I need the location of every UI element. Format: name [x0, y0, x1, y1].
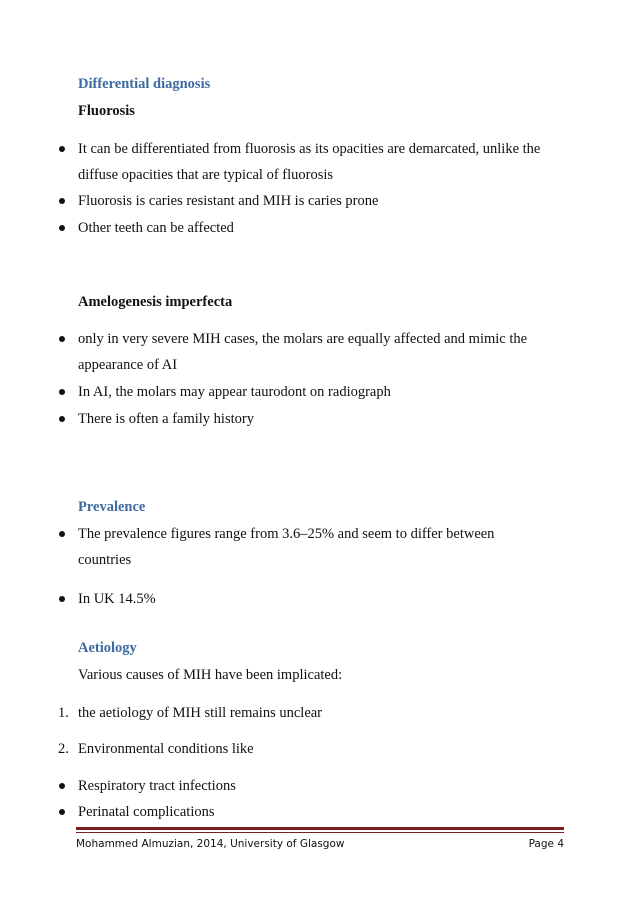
footer-rule-thick: [76, 827, 564, 830]
list-item-text: In AI, the molars may appear taurodont on radiograph: [78, 384, 391, 400]
footer-page-number: Page 4: [528, 838, 564, 850]
list-item-text: In UK 14.5%: [78, 591, 156, 607]
list-item-text: There is often a family history: [78, 411, 254, 427]
bullet-icon: [59, 389, 65, 395]
list-item-text: Other teeth can be affected: [78, 220, 234, 236]
bullet-icon: [59, 809, 65, 815]
bullet-icon: [59, 198, 65, 204]
list-item-continuation: appearance of AI: [78, 357, 178, 373]
bullet-icon: [59, 225, 65, 231]
footer-rule-thin: [76, 832, 564, 833]
footer-author: Mohammed Almuzian, 2014, University of Glasgow: [76, 838, 345, 850]
list-item-text: Fluorosis is caries resistant and MIH is caries prone: [78, 193, 379, 209]
subheading-fluorosis: Fluorosis: [78, 103, 135, 119]
list-item-continuation: countries: [78, 552, 132, 568]
numbered-item-text: Environmental conditions like: [78, 741, 254, 757]
list-item-text: The prevalence figures range from 3.6–25% and seem to differ between: [78, 526, 495, 542]
bullet-icon: [59, 146, 65, 152]
bullet-icon: [59, 596, 65, 602]
list-item-text: only in very severe MIH cases, the molars are equally affected and mimic the: [78, 331, 528, 347]
list-item-text: Perinatal complications: [78, 804, 215, 820]
section-heading-differential-diagnosis: Differential diagnosis: [78, 76, 211, 92]
numbered-item-label: 2.: [58, 741, 69, 757]
subheading-amelogenesis-imperfecta: Amelogenesis imperfecta: [78, 294, 233, 310]
list-item-continuation: diffuse opacities that are typical of fluorosis: [78, 167, 334, 183]
numbered-item-label: 1.: [58, 705, 69, 721]
list-item-text: Respiratory tract infections: [78, 778, 236, 794]
bullet-icon: [59, 783, 65, 789]
list-item-text: It can be differentiated from fluorosis as its opacities are demarcated, unlike the: [78, 141, 541, 157]
bullet-icon: [59, 531, 65, 537]
bullet-icon: [59, 416, 65, 422]
section-heading-aetiology: Aetiology: [78, 640, 137, 656]
bullet-icon: [59, 336, 65, 342]
numbered-item-text: the aetiology of MIH still remains unclear: [78, 705, 323, 721]
section-heading-prevalence: Prevalence: [78, 499, 146, 515]
aetiology-intro: Various causes of MIH have been implicated:: [78, 667, 343, 683]
